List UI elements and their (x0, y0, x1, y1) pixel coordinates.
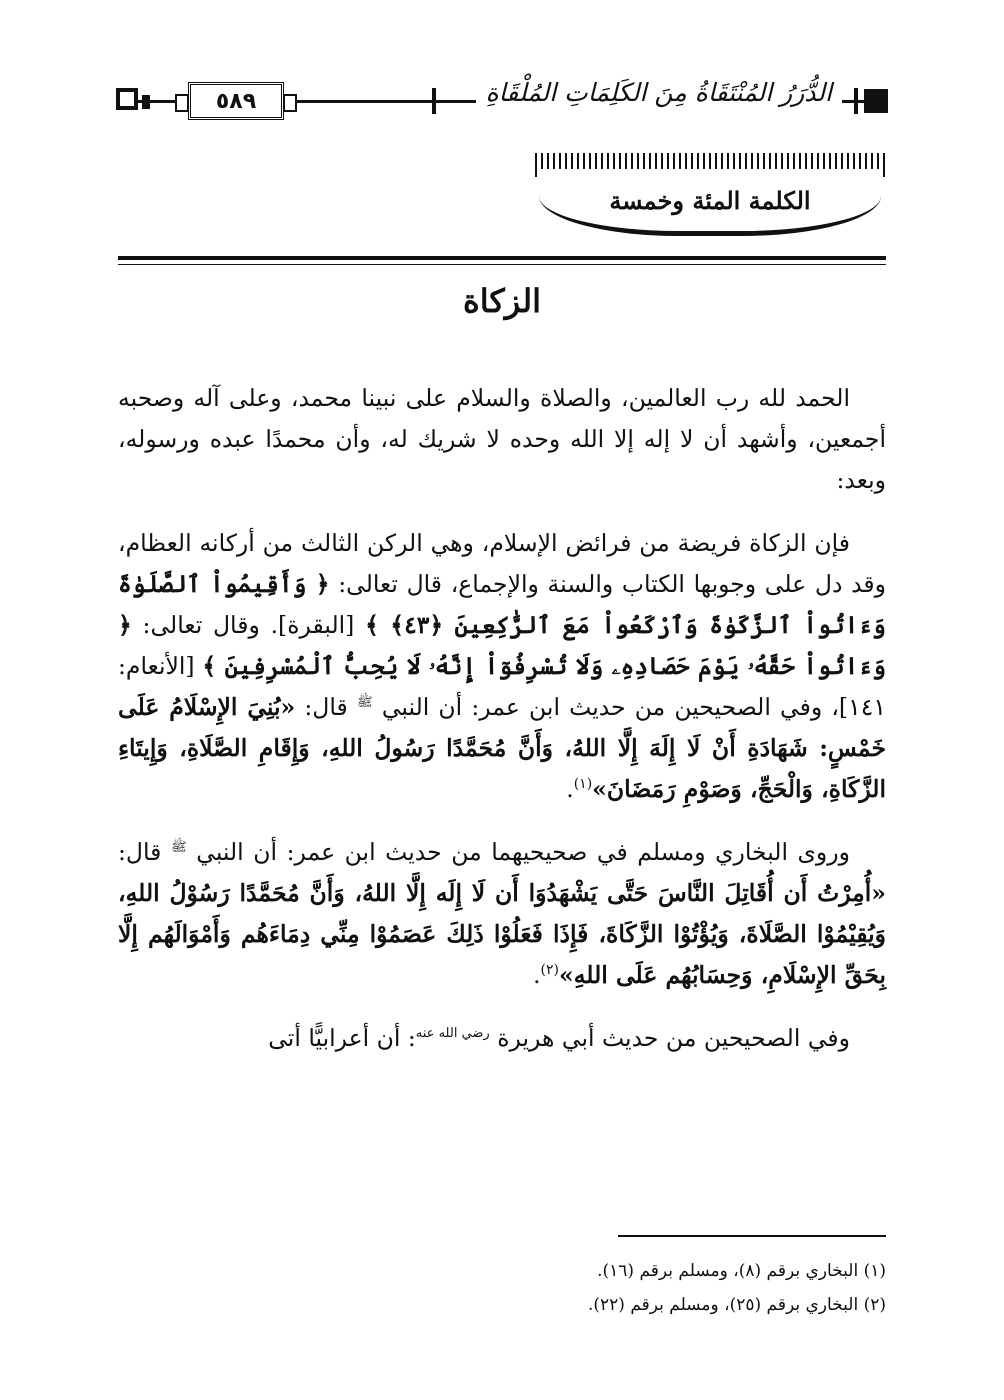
footnotes (118, 1254, 886, 1322)
header-ornament-left-bar (142, 95, 150, 109)
page-number-frame (188, 82, 284, 120)
para2-intro: فإن الزكاة فريضة من فرائض الإسلام، وهي الركن الثالث من أركانه العظام، وقد دل على وجوبها الكتاب والسنة والإجماع، قال تعالى: (118, 529, 886, 598)
para2-end: . (566, 775, 574, 803)
footnote-1: (١) البخاري برقم (٨)، ومسلم برقم (١٦). (597, 1261, 886, 1281)
honorific-saw: ﷺ (356, 695, 373, 711)
footnote-ref-2[interactable]: (٢) (540, 962, 560, 979)
honorific-saw-2: ﷺ (170, 840, 187, 856)
chapter-title: الزكاة (462, 282, 542, 320)
page-number: ٥٨٩ (212, 89, 260, 114)
header-divider-thin (118, 264, 886, 265)
paragraph-bukhari-muslim (118, 832, 886, 996)
header-ornament-mid (432, 88, 436, 114)
quran-verse-anam: ﴿ وَءَاتُواْ حَقَّهُۥ يَوْمَ حَصَادِهِۦ وَلَا تُسْرِفُوٓاْ إِنَّهُۥ لَا يُحِبُّ ٱلْمُسْرِفِينَ ﴾ (118, 611, 886, 680)
paragraph-intro: الحمد لله رب العالمين، والصلاة والسلام على نبينا محمد، وعلى آله وصحبه أجمعين، وأشهد أن لا إله إلا الله وحده لا شريك له، وأن محمدًا عبده ورسوله، وبعد: (118, 384, 886, 494)
section-label: الكلمة المئة وخمسة (609, 185, 811, 215)
para4-tail: : أن أعرابيًّا أتى (268, 1024, 416, 1052)
header-ornament-right (864, 89, 888, 113)
hadith-five-pillars: «بُنِيَ الإِسْلَامُ عَلَى خَمْسٍ: شَهَادَةِ أَنْ لَا إِلَهَ إِلَّا اللهُ، وَأَنَّ مُحَمَّدًا رَسُولُ اللهِ، وَإِقَامِ الصَّلَاةِ، وَإِيتَاءِ الزَّكَاةِ، وَالْحَجِّ، وَصَوْمِ رَمَضَانَ» (118, 693, 886, 803)
para3-end: . (533, 961, 541, 989)
footnote-2: (٢) البخاري برقم (٢٥)، ومسلم برقم (٢٢). (587, 1295, 886, 1315)
header-ornament-left (116, 88, 138, 110)
running-header (116, 78, 888, 124)
para3-said: قال: (118, 838, 162, 866)
para2-mid: وقال تعالى: (142, 611, 260, 639)
paragraph-obligation (118, 523, 886, 810)
body-text (118, 378, 886, 1081)
paragraph-abu-hurayrah (118, 1018, 886, 1059)
plaque-frame (539, 169, 881, 236)
hadith-ordered-to-fight: «أُمِرْتُ أَن أُقَاتِلَ النَّاسَ حَتَّى يَشْهَدُوَا أَن لَا إِلَه إِلَّا اللهُ، وَأَنَّ مُحَمَّدًا رَسُوْلُ اللهِ، وَيُقِيْمُوْا الصَّلَاةَ، وَيُؤْتُوْا الزَّكَاةَ، فَإِذَا فَعَلُوْا ذَلِكَ عَصَمُوْا مِنِّي دِمَاءَهُم وَأَمْوَالَهُم إِلَّا بِحَقِّ الإِسْلَامِ، وَحِسَابُهُم عَلَى اللهِ» (118, 879, 886, 989)
para4-text: وفي الصحيحين من حديث أبي هريرة (497, 1024, 850, 1052)
book-title: الدُّرَرُ المُنْتَقَاةُ مِنَ الكَلِمَاتِ المُلْقَاةِ (476, 78, 842, 107)
para2-said: قال: (304, 693, 348, 721)
footnote-ref-1[interactable]: (١) (573, 776, 593, 793)
footnote-divider (618, 1235, 886, 1237)
quran-ref-anam: [الأنعام: ١٤١]، وفي الصحيحين من حديث ابن عمر: أن النبي (118, 652, 886, 721)
header-ornament-right-bar (854, 88, 858, 114)
header-divider-thick (118, 256, 886, 260)
quran-ref-baqarah: [البقرة]. (270, 611, 355, 639)
quran-verse-baqarah: ﴿ وَأَقِيمُواْ ٱلصَّلَوٰةَ وَءَاتُواْ ٱلزَّكَوٰةَ وَٱرْكَعُواْ مَعَ ٱلرَّٰكِعِينَ ﴿٤٣﴾ ﴾ (118, 570, 886, 639)
honorific-ra: رضي الله عنه (415, 1026, 490, 1042)
para3-intro: وروى البخاري ومسلم في صحيحيهما من حديث ابن عمر: أن النبي (196, 838, 850, 866)
section-plaque (535, 145, 885, 263)
